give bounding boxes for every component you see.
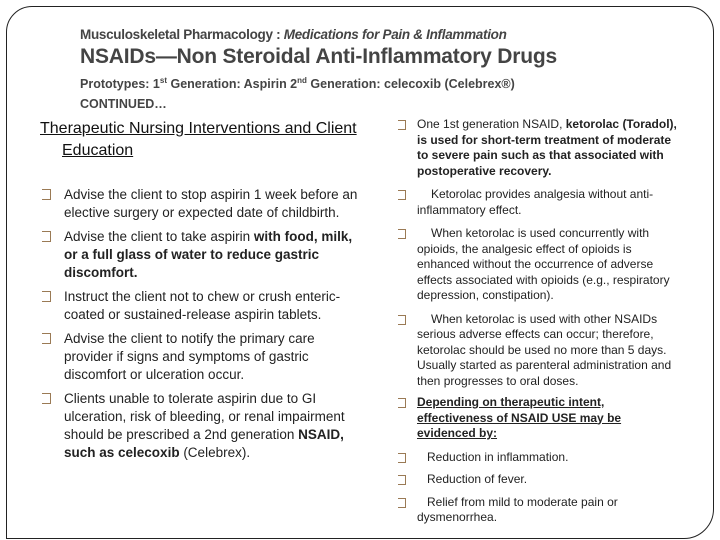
prototypes-line <box>80 73 557 92</box>
list-item <box>40 228 360 282</box>
list-item <box>398 187 680 218</box>
list-item <box>398 395 680 442</box>
right-bullets <box>398 117 680 526</box>
slide-header <box>80 27 557 112</box>
proto-text: Generation: celecoxib (Celebrex®) <box>306 77 515 92</box>
item-text-underlined: Depending on therapeutic intent, effectiveness of NSAID USE may be evidenced by: <box>417 395 622 440</box>
list-item <box>40 390 360 462</box>
slide-title: NSAIDs—Non Steroidal Anti-Inflammatory Drugs <box>80 45 557 68</box>
bullet-icon <box>398 498 406 508</box>
proto-text: Prototypes: 1 <box>80 77 160 92</box>
item-text: Advise the client to take aspirin <box>64 229 254 244</box>
proto-text: Generation: Aspirin 2 <box>167 77 298 92</box>
bullet-icon <box>398 475 406 485</box>
item-bold: ketorolac (Toradol), is used for short-term treatment of moderate to severe pain such as that associated with postoperative recovery. <box>417 117 677 178</box>
list-item <box>40 288 360 324</box>
item-text: Relief from mild to moderate pain or dysmenorrhea. <box>417 494 618 524</box>
list-item <box>398 450 680 466</box>
list-item <box>398 117 680 179</box>
item-text: Advise the client to notify the primary care provider if signs and symptoms of gastric discomfort or ulceration occur. <box>64 331 315 382</box>
left-column <box>40 118 360 468</box>
continued-label: CONTINUED… <box>80 97 167 112</box>
bullet-icon <box>398 315 406 325</box>
bullet-icon <box>398 190 406 200</box>
subtitle-course: Musculoskeletal Pharmacology : <box>80 27 284 42</box>
list-item <box>398 472 680 488</box>
proto-sup: nd <box>297 76 307 85</box>
bullet-icon <box>42 231 51 242</box>
list-item <box>398 495 680 526</box>
list-item <box>40 330 360 384</box>
subtitle-topic: Medications for Pain & Inflammation <box>283 27 507 42</box>
item-text: Instruct the client not to chew or crush enteric-coated or sustained-release aspirin tablets. <box>64 289 341 322</box>
bullet-icon <box>42 291 51 302</box>
list-item <box>40 186 360 222</box>
item-text: Reduction of fever. <box>427 472 528 486</box>
left-heading: Therapeutic Nursing Interventions and Client Education <box>40 120 357 159</box>
bullet-icon <box>42 189 51 200</box>
item-text: One 1st generation NSAID, <box>417 117 566 131</box>
item-text: Clients unable to tolerate aspirin due to GI ulceration, risk of bleeding, or renal impairment should be prescribed a 2nd generation <box>64 391 345 442</box>
bullet-icon <box>398 120 406 130</box>
proto-sup: st <box>159 76 168 85</box>
left-bullets <box>40 186 360 462</box>
bullet-icon <box>398 398 406 408</box>
item-text: (Celebrex). <box>179 445 251 460</box>
item-text: Reduction in inflammation. <box>427 449 569 464</box>
item-text: Ketorolac provides analgesia without anti-inflammatory effect. <box>417 187 654 217</box>
bullet-icon <box>42 393 51 404</box>
bullet-icon <box>42 333 51 344</box>
item-text: Advise the client to stop aspirin 1 week before an elective surgery or expected date of childbirth. <box>64 187 358 220</box>
list-item <box>398 312 680 390</box>
bullet-icon <box>398 229 406 239</box>
slide-subtitle <box>80 27 557 42</box>
list-item <box>398 226 680 304</box>
item-text: When ketorolac is used with other NSAIDs serious adverse effects can occur; therefore, ketorolac should be used no more than 5 days. Usually started as parenteral administration and then progresses to oral doses. <box>417 311 672 388</box>
item-text: When ketorolac is used concurrently with opioids, the analgesic effect of opioids is enhanced without the occurrence of adverse effects associated with opioids (e.g., respiratory depression, constipation). <box>417 226 670 302</box>
bullet-icon <box>398 453 406 463</box>
item-bold: with food, milk, or a full glass of water to reduce gastric discomfort. <box>64 229 353 280</box>
item-bold: NSAID, such as celecoxib <box>64 427 344 460</box>
right-column <box>398 117 680 531</box>
